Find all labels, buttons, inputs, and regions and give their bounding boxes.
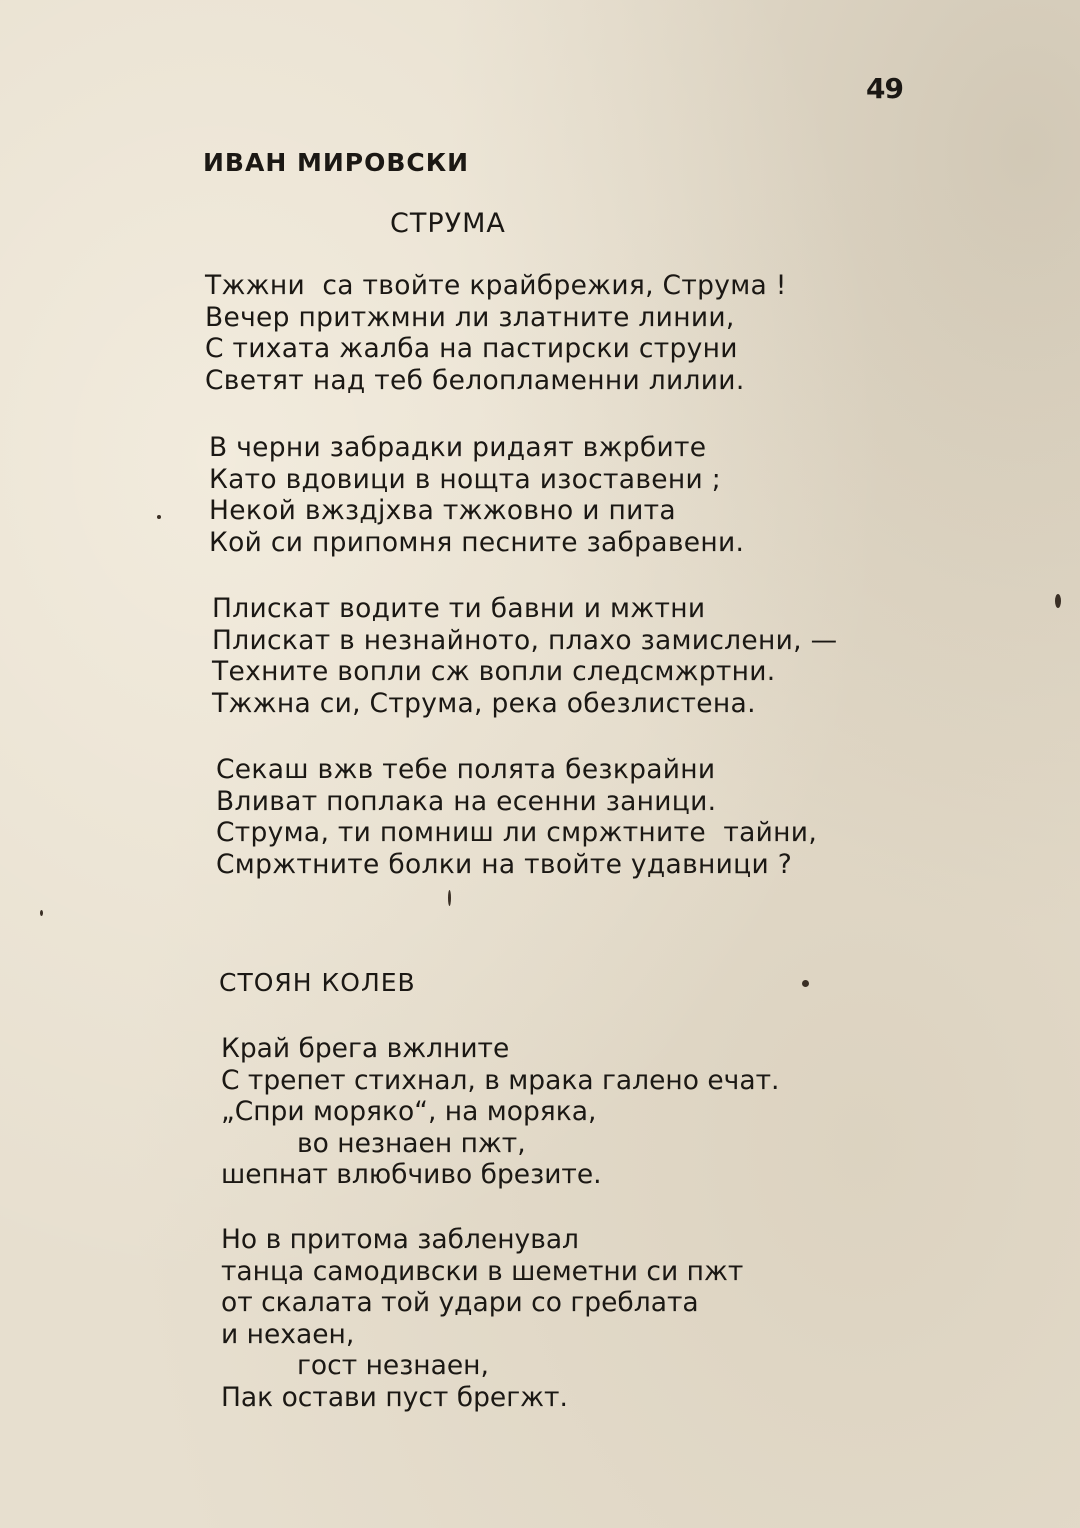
verse-line: и нехаен, (221, 1318, 355, 1350)
poem-1-stanza-2 (209, 432, 744, 558)
verse-line: Вечер притжмни ли златните линии, (205, 301, 735, 333)
verse-line: Тжжни са твойте крайбрежия, Струма ! (205, 270, 787, 301)
verse-line: Тжжна си, Струма, река обезлистена. (212, 687, 756, 719)
poem-1-stanza-4 (216, 754, 817, 880)
verse-line: Като вдовици в нощта изоставени ; (209, 463, 721, 495)
verse-line-indented: гост незнаен, (297, 1350, 489, 1381)
poem-1-title: СТРУМА (390, 208, 506, 239)
verse-line: Пак остави пуст брегжт. (221, 1381, 568, 1413)
verse-line: Кой си припомня песните забравени. (209, 526, 745, 558)
verse-line: Плискат в незнайното, плахо замислени, — (212, 624, 838, 656)
verse-line: В черни забрадки ридаят вжрбите (209, 432, 707, 463)
verse-line: Секаш вжв тебе полята безкрайни (216, 754, 716, 785)
poem-2-stanza-1 (221, 1033, 779, 1191)
verse-line: С тихата жалба на пастирски струни (205, 333, 738, 364)
verse-line: танца самодивски в шеметни си пжт (221, 1255, 744, 1287)
verse-line: от скалата той удари со греблата (221, 1287, 699, 1318)
verse-line: Струма, ти помниш ли смржтните тайни, (216, 817, 818, 848)
poem-2-stanza-2 (221, 1224, 743, 1413)
verse-line: Но в притома забленувал (221, 1224, 579, 1255)
poem-1-stanza-3 (212, 593, 837, 719)
verse-line: Техните вопли сж вопли следсмжртни. (212, 656, 776, 687)
paper-speck (157, 515, 161, 519)
verse-line: Плискат водите ти бавни и мжтни (212, 593, 706, 624)
poem-2-author: СТОЯН КОЛЕВ (219, 968, 416, 997)
poem-1-author: ИВАН МИРОВСКИ (203, 148, 470, 177)
verse-line: Смржтните болки на твойте удавници ? (216, 848, 793, 880)
verse-line: „Спри моряко“, на моряка, (221, 1096, 597, 1127)
poem-1-stanza-1 (205, 270, 787, 396)
paper-speck (448, 890, 451, 906)
paper-speck (40, 910, 43, 916)
paper-speck (1055, 594, 1061, 608)
verse-line: Вливат поплака на есенни заници. (216, 785, 717, 817)
page-number: 49 (866, 72, 903, 105)
verse-line: С трепет стихнал, в мрака галено ечат. (221, 1064, 780, 1096)
paper-speck (802, 980, 809, 987)
verse-line: шепнат влюбчиво брезите. (221, 1159, 602, 1190)
verse-line: Край брега вжлните (221, 1033, 510, 1064)
verse-line: Светят над теб белопламенни лилии. (205, 364, 745, 396)
verse-line-indented: во незнаен пжт, (297, 1127, 526, 1159)
verse-line: Некой вжздjхва тжжовно и пита (209, 495, 676, 526)
